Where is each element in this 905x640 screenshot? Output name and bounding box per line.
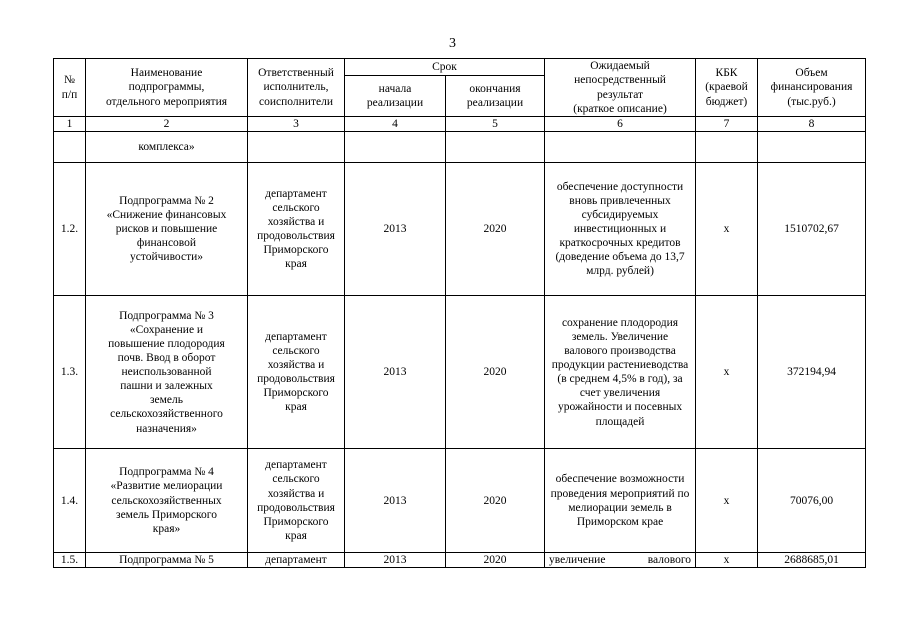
continuation-text: комплекса»	[86, 132, 248, 163]
header-kbk: КБК (краевой бюджет)	[696, 59, 758, 117]
subprogram-name: Подпрограмма № 3 «Сохранение и повышение плодородия почв. Ввод в оборот неиспользованной пашни и залежных земель сельскохозяйственного назначения»	[86, 296, 248, 449]
subprogram-name: Подпрограмма № 5	[86, 553, 248, 568]
header-volume: Объем финансирования (тыс.руб.)	[758, 59, 866, 117]
end-year: 2020	[446, 163, 545, 296]
financing-volume: 1510702,67	[758, 163, 866, 296]
kbk: x	[696, 449, 758, 553]
subprogram-name: Подпрограмма № 2 «Снижение финансовых рисков и повышение финансовой устойчивости»	[86, 163, 248, 296]
start-year: 2013	[345, 296, 446, 449]
end-year: 2020	[446, 296, 545, 449]
row-number: 1.2.	[54, 163, 86, 296]
header-start: начала реализации	[345, 76, 446, 117]
column-number: 7	[696, 117, 758, 132]
expected-result: обеспечение доступности вновь привлеченных субсидируемых инвестиционных и краткосрочных кредитов (доведение объема до 13,7 млрд. рублей)	[545, 163, 696, 296]
column-number: 5	[446, 117, 545, 132]
responsible: департамент сельского хозяйства и продовольствия Приморского края	[248, 449, 345, 553]
responsible: департамент сельского хозяйства и продовольствия Приморского края	[248, 163, 345, 296]
expected-result: увеличение валового	[545, 553, 696, 568]
row-number: 1.5.	[54, 553, 86, 568]
row-number: 1.3.	[54, 296, 86, 449]
row-number: 1.4.	[54, 449, 86, 553]
program-table	[53, 58, 866, 568]
expected-result: обеспечение возможности проведения мероприятий по мелиорации земель в Приморском крае	[545, 449, 696, 553]
financing-volume: 2688685,01	[758, 553, 866, 568]
header-result: Ожидаемый непосредственный результат (краткое описание)	[545, 59, 696, 117]
column-number: 8	[758, 117, 866, 132]
table-row	[54, 449, 866, 553]
header-responsible: Ответственный исполнитель, соисполнители	[248, 59, 345, 117]
table-row	[54, 553, 866, 568]
expected-result: сохранение плодородия земель. Увеличение валового производства продукции растениеводства (в среднем 4,5% в год), за счет увеличения урожайности и посевных площадей	[545, 296, 696, 449]
subprogram-name: Подпрограмма № 4 «Развитие мелиорации сельскохозяйственных земель Приморского края»	[86, 449, 248, 553]
header-end: окончания реализации	[446, 76, 545, 117]
table-row	[54, 163, 866, 296]
responsible: департамент	[248, 553, 345, 568]
kbk: x	[696, 163, 758, 296]
column-number: 4	[345, 117, 446, 132]
page-number: 3	[449, 36, 456, 51]
header-name: Наименование подпрограммы, отдельного мероприятия	[86, 59, 248, 117]
responsible: департамент сельского хозяйства и продовольствия Приморского края	[248, 296, 345, 449]
column-number-row	[54, 117, 866, 132]
header-no: № п/п	[54, 59, 86, 117]
kbk: x	[696, 296, 758, 449]
financing-volume: 70076,00	[758, 449, 866, 553]
start-year: 2013	[345, 449, 446, 553]
start-year: 2013	[345, 163, 446, 296]
column-number: 3	[248, 117, 345, 132]
header-term: Срок	[345, 59, 545, 76]
column-number: 2	[86, 117, 248, 132]
end-year: 2020	[446, 449, 545, 553]
kbk: x	[696, 553, 758, 568]
column-number: 6	[545, 117, 696, 132]
table-row	[54, 296, 866, 449]
table-row-continuation	[54, 132, 866, 163]
financing-volume: 372194,94	[758, 296, 866, 449]
start-year: 2013	[345, 553, 446, 568]
column-number: 1	[54, 117, 86, 132]
end-year: 2020	[446, 553, 545, 568]
